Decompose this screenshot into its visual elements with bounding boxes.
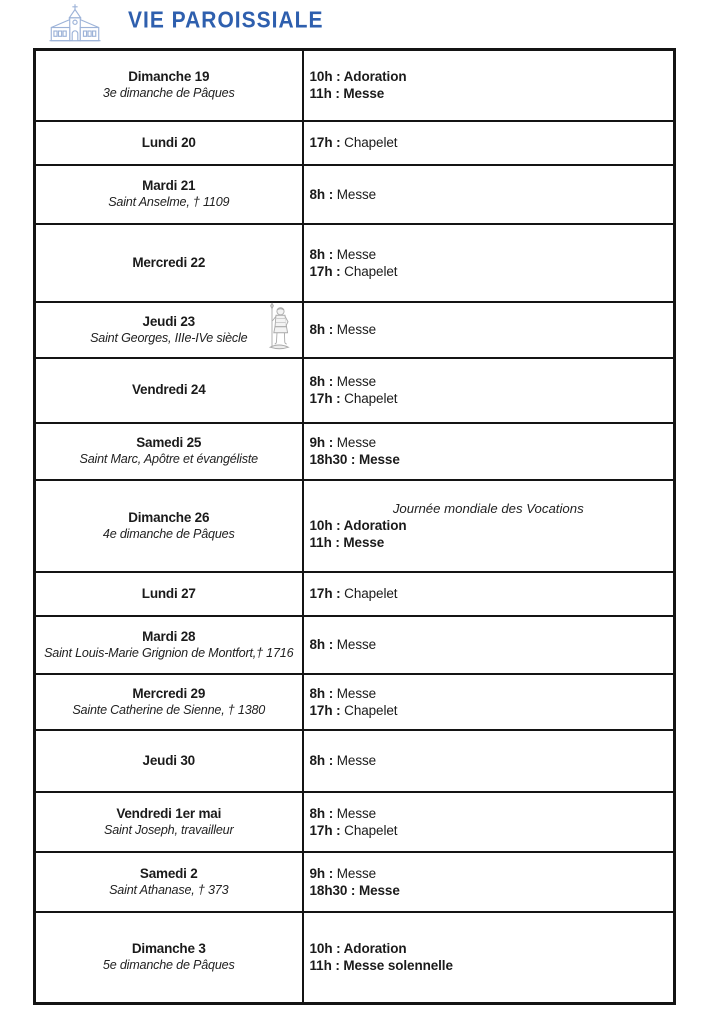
event-time: 8h : <box>309 374 334 389</box>
table-row <box>35 572 675 616</box>
day-label: Dimanche 26 <box>128 509 210 525</box>
event-line <box>310 134 668 151</box>
event-time: 17h : <box>309 822 341 838</box>
day-wrap <box>42 314 296 346</box>
day-cell <box>35 165 303 224</box>
event-time: 18h30 : Messe <box>309 452 400 467</box>
saint-label: Saint Georges, IIIe-IVe siècle <box>90 330 248 345</box>
event-line <box>310 822 668 839</box>
event-label: Messe <box>333 435 377 450</box>
events-cell <box>303 852 675 912</box>
event-line <box>310 263 668 280</box>
event-time: 10h : Adoration <box>309 941 407 957</box>
day-label: Samedi 25 <box>136 435 202 450</box>
day-cell <box>35 616 303 674</box>
events-cell <box>303 480 675 572</box>
event-label: Chapelet <box>340 822 398 838</box>
event-line <box>310 752 668 769</box>
event-time: 8h : <box>309 685 334 701</box>
event-line <box>310 940 668 957</box>
table-row <box>35 480 675 572</box>
day-label: Dimanche 19 <box>128 69 210 85</box>
day-label: Jeudi 23 <box>142 313 195 329</box>
event-line <box>310 882 668 899</box>
saint-label: Saint Louis-Marie Grignion de Montfort,† 1716 <box>44 645 294 660</box>
event-line <box>310 702 668 719</box>
day-cell <box>35 358 303 423</box>
event-line <box>310 865 668 882</box>
table-row <box>35 792 675 852</box>
event-label: Chapelet <box>340 702 398 718</box>
event-line <box>310 390 668 407</box>
day-cell <box>35 121 303 165</box>
event-line <box>310 636 668 653</box>
event-time: 18h30 : Messe <box>309 882 400 898</box>
day-wrap <box>42 586 296 602</box>
event-label: Messe <box>333 374 377 389</box>
event-time: 17h : <box>309 263 341 279</box>
page-title: VIE PAROISSIALE <box>128 8 324 33</box>
day-label: Dimanche 3 <box>131 941 206 957</box>
church-icon <box>46 3 104 45</box>
event-time: 8h : <box>309 246 334 262</box>
day-cell <box>35 302 303 358</box>
event-label: Chapelet <box>340 263 398 279</box>
day-wrap <box>42 686 296 718</box>
table-row <box>35 224 675 302</box>
saint-georges-image <box>264 302 294 349</box>
event-time: 17h : <box>309 702 341 718</box>
day-label: Vendredi 24 <box>131 382 206 397</box>
day-wrap <box>42 510 296 542</box>
event-time: 8h : <box>309 322 334 337</box>
day-wrap <box>42 806 296 838</box>
events-cell <box>303 302 675 358</box>
day-cell <box>35 423 303 480</box>
day-wrap <box>42 435 296 467</box>
event-line <box>310 585 668 602</box>
day-label: Lundi 20 <box>141 134 196 150</box>
saint-label: Saint Joseph, travailleur <box>104 822 234 837</box>
day-label: Samedi 2 <box>139 865 198 881</box>
event-time: 17h : <box>309 391 341 406</box>
event-label: Messe <box>333 322 377 337</box>
table-row <box>35 121 675 165</box>
saint-label: Saint Marc, Apôtre et évangéliste <box>79 452 258 466</box>
event-time: 11h : Messe <box>309 535 385 550</box>
event-line <box>310 321 668 338</box>
event-time: 8h : <box>309 186 334 202</box>
table-row <box>35 616 675 674</box>
event-line <box>310 85 668 102</box>
events-cell <box>303 616 675 674</box>
event-line <box>310 186 668 203</box>
table-row <box>35 912 675 1004</box>
event-time: 17h : <box>309 135 341 150</box>
event-line <box>310 957 668 974</box>
day-cell <box>35 674 303 730</box>
table-row <box>35 165 675 224</box>
saint-label: 3e dimanche de Pâques <box>102 86 235 101</box>
table-row <box>35 423 675 480</box>
day-cell <box>35 572 303 616</box>
event-label: Messe <box>333 753 377 768</box>
day-cell <box>35 50 303 121</box>
event-label: Messe <box>333 685 377 701</box>
saint-label: 5e dimanche de Pâques <box>102 958 235 973</box>
event-label: Messe <box>333 637 377 652</box>
saint-label: Saint Anselme, † 1109 <box>108 195 230 209</box>
table-row <box>35 302 675 358</box>
day-cell <box>35 912 303 1004</box>
day-label: Mercredi 29 <box>132 685 206 701</box>
event-line <box>310 451 668 468</box>
events-cell <box>303 165 675 224</box>
day-cell <box>35 792 303 852</box>
events-cell <box>303 358 675 423</box>
day-wrap <box>42 629 296 661</box>
day-wrap <box>42 135 296 151</box>
event-line <box>310 246 668 263</box>
event-label: Messe <box>333 805 377 821</box>
event-line <box>310 805 668 822</box>
events-cell <box>303 423 675 480</box>
schedule-table <box>33 48 676 1005</box>
event-time: 9h : <box>309 865 334 881</box>
day-wrap <box>42 866 296 898</box>
events-cell <box>303 912 675 1004</box>
event-line <box>310 434 668 451</box>
event-time: 8h : <box>309 805 334 821</box>
saint-label: 4e dimanche de Pâques <box>102 526 235 541</box>
events-cell <box>303 572 675 616</box>
saint-label: Sainte Catherine de Sienne, † 1380 <box>72 702 266 717</box>
event-line <box>310 68 668 85</box>
day-cell <box>35 852 303 912</box>
table-row <box>35 358 675 423</box>
day-wrap <box>42 753 296 769</box>
event-time: 17h : <box>309 586 341 601</box>
table-row <box>35 674 675 730</box>
day-wrap <box>42 69 296 101</box>
day-wrap <box>42 941 296 973</box>
event-time: 11h : Messe <box>309 86 385 102</box>
event-label: Messe <box>333 246 377 262</box>
events-cell <box>303 730 675 792</box>
day-wrap <box>42 178 296 210</box>
event-label: Chapelet <box>340 586 398 601</box>
event-time: 8h : <box>309 753 334 768</box>
events-cell <box>303 50 675 121</box>
events-cell <box>303 674 675 730</box>
saint-label: Saint Athanase, † 373 <box>109 882 229 897</box>
event-label: Messe <box>333 865 377 881</box>
table-row <box>35 852 675 912</box>
day-label: Lundi 27 <box>141 585 196 601</box>
event-time: 11h : Messe solennelle <box>309 958 453 974</box>
page-header <box>0 0 724 46</box>
day-cell <box>35 730 303 792</box>
table-row <box>35 50 675 121</box>
event-time: 10h : Adoration <box>309 69 407 85</box>
event-line <box>310 373 668 390</box>
event-label: Chapelet <box>340 391 398 406</box>
day-cell <box>35 480 303 572</box>
event-line <box>310 685 668 702</box>
day-label: Mardi 28 <box>142 628 196 644</box>
event-label: Chapelet <box>340 135 398 150</box>
event-label: Messe <box>333 186 377 202</box>
event-time: 9h : <box>309 435 334 450</box>
events-cell <box>303 121 675 165</box>
event-note: Journée mondiale des Vocations <box>392 501 584 516</box>
event-time: 10h : Adoration <box>309 518 407 533</box>
day-wrap <box>42 382 296 398</box>
day-label: Mardi 21 <box>142 178 196 193</box>
event-line <box>310 517 668 534</box>
day-cell <box>35 224 303 302</box>
table-row <box>35 730 675 792</box>
events-cell <box>303 224 675 302</box>
day-label: Mercredi 22 <box>132 254 206 270</box>
event-line <box>310 534 668 551</box>
day-label: Jeudi 30 <box>142 752 195 768</box>
event-time: 8h : <box>309 637 334 652</box>
events-cell <box>303 792 675 852</box>
day-label: Vendredi 1er mai <box>116 805 222 821</box>
day-wrap <box>42 255 296 271</box>
